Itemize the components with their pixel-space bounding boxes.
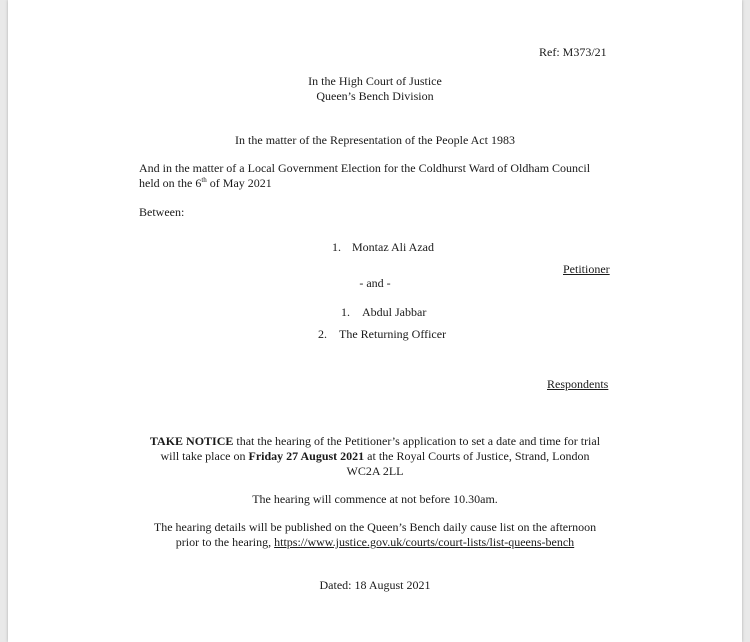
petitioner-role: Petitioner <box>563 262 610 276</box>
court-name: In the High Court of Justice <box>308 74 442 88</box>
notice-line1: TAKE NOTICE that the hearing of the Petitioner’s application to set a date and time for trial <box>149 434 601 448</box>
cause-list-link[interactable]: https://www.justice.gov.uk/courts/court-lists/list-queens-bench <box>274 535 575 549</box>
notice-line2: will take place on Friday 27 August 2021 at the Royal Courts of Justice, Strand, London <box>160 449 590 463</box>
respondent-1-name: Abdul Jabbar <box>362 305 427 319</box>
publish-line1: The hearing details will be published on the Queen’s Bench daily cause list on the afternoon <box>153 520 597 534</box>
matter-election-line1: And in the matter of a Local Government Election for the Coldhurst Ward of Oldham Council <box>139 161 591 175</box>
matter-act: In the matter of the Representation of the People Act 1983 <box>235 133 515 147</box>
respondent-2-number: 2. <box>318 327 327 341</box>
petitioner-1-name: Montaz Ali Azad <box>352 240 434 254</box>
and-separator: - and - <box>359 276 391 290</box>
between-label: Between: <box>139 205 185 219</box>
dated: Dated: 18 August 2021 <box>319 578 431 592</box>
publish-line2: prior to the hearing, https://www.justice.gov.uk/courts/court-lists/list-queens-bench <box>175 535 575 549</box>
respondent-1-number: 1. <box>341 305 350 319</box>
ordinal-suffix: th <box>201 176 207 184</box>
hearing-commence: The hearing will commence at not before 10.30am. <box>252 492 498 506</box>
respondent-2-name: The Returning Officer <box>339 327 447 341</box>
petitioner-1-number: 1. <box>332 240 341 254</box>
document-page <box>8 0 742 642</box>
reference-number: Ref: M373/21 <box>539 45 607 59</box>
notice-line3: WC2A 2LL <box>346 464 404 478</box>
respondents-role: Respondents <box>547 377 609 391</box>
matter-election-line2: held on the 6th of May 2021 <box>139 176 272 190</box>
court-division: Queen’s Bench Division <box>316 89 434 103</box>
